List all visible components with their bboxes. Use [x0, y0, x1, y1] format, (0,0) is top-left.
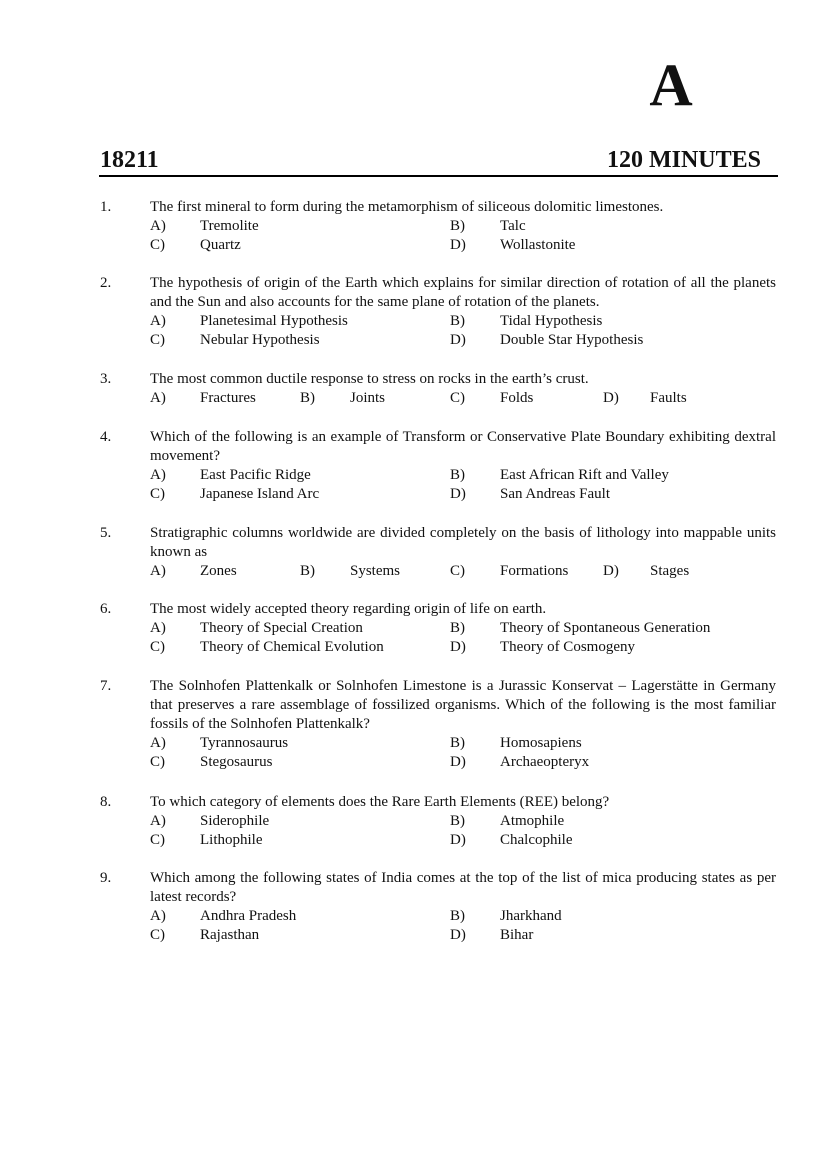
- option-text: Bihar: [500, 927, 534, 943]
- question-text: Which among the following states of India comes at the top of the list of mica producing states as per latest records?: [150, 870, 776, 905]
- option-text: Nebular Hypothesis: [200, 332, 320, 348]
- option-letter: C): [150, 237, 165, 253]
- option-letter: C): [450, 390, 465, 406]
- option-text: Wollastonite: [500, 237, 576, 253]
- question-text: The first mineral to form during the metamorphism of siliceous dolomitic limestones.: [150, 199, 664, 215]
- option-letter: B): [300, 390, 315, 406]
- question-number: 8.: [100, 794, 112, 810]
- option-text: Lithophile: [200, 832, 263, 848]
- question-text: To which category of elements does the Rare Earth Elements (REE) belong?: [150, 794, 610, 810]
- option-letter: D): [603, 563, 619, 579]
- option-text: Joints: [350, 390, 386, 406]
- option-letter: D): [450, 237, 466, 253]
- option-text: Chalcophile: [500, 832, 573, 848]
- question-series-letter: A: [649, 52, 693, 118]
- option-text: Talc: [500, 218, 526, 234]
- option-letter: A): [150, 735, 166, 751]
- option-text: Zones: [200, 563, 237, 579]
- option-letter: D): [450, 639, 466, 655]
- option-text: Theory of Special Creation: [200, 620, 363, 636]
- question-number: 9.: [100, 870, 112, 886]
- option-text: Homosapiens: [500, 735, 582, 751]
- question-text: Which of the following is an example of Transform or Conservative Plate Boundary exhibiting dextral movement?: [150, 429, 776, 464]
- option-letter: A): [150, 813, 166, 829]
- option-text: Double Star Hypothesis: [500, 332, 644, 348]
- option-text: Theory of Chemical Evolution: [200, 639, 384, 655]
- question-number: 5.: [100, 525, 112, 541]
- option-letter: A): [150, 620, 166, 636]
- option-letter: C): [450, 563, 465, 579]
- option-text: Fractures: [200, 390, 256, 406]
- option-text: Stages: [650, 563, 690, 579]
- option-text: East Pacific Ridge: [200, 467, 311, 483]
- question-number: 2.: [100, 275, 112, 291]
- option-text: Faults: [650, 390, 687, 406]
- option-text: East African Rift and Valley: [500, 467, 669, 483]
- option-letter: D): [450, 927, 466, 943]
- question-text: The most widely accepted theory regarding origin of life on earth.: [150, 601, 547, 617]
- option-letter: D): [450, 486, 466, 502]
- option-text: San Andreas Fault: [500, 486, 610, 502]
- option-letter: B): [450, 813, 465, 829]
- option-letter: C): [150, 486, 165, 502]
- question-text: The hypothesis of origin of the Earth which explains for similar direction of rotation of all the planets and the Sun and also accounts for the same plane of rotation of the planets.: [150, 275, 776, 310]
- option-text: Formations: [500, 563, 569, 579]
- option-text: Rajasthan: [200, 927, 260, 943]
- option-text: Folds: [500, 390, 534, 406]
- option-text: Jharkhand: [500, 908, 562, 924]
- option-letter: C): [150, 332, 165, 348]
- option-text: Siderophile: [200, 813, 270, 829]
- option-letter: D): [450, 832, 466, 848]
- question-text: Stratigraphic columns worldwide are divided completely on the basis of lithology into mappable units known as: [150, 525, 776, 560]
- option-letter: B): [450, 467, 465, 483]
- option-text: Stegosaurus: [200, 754, 273, 770]
- option-letter: B): [300, 563, 315, 579]
- option-letter: C): [150, 754, 165, 770]
- option-text: Tremolite: [200, 218, 259, 234]
- question-text: The Solnhofen Plattenkalk or Solnhofen Limestone is a Jurassic Konservat – Lagerstätte in Germany that preserves a rare assemblage of fossilized organisms. Which of the following is the most familiar fossils of the Solnhofen Plattenkalk?: [150, 678, 776, 732]
- option-letter: D): [450, 754, 466, 770]
- option-text: Andhra Pradesh: [200, 908, 297, 924]
- option-letter: D): [603, 390, 619, 406]
- question-number: 7.: [100, 678, 112, 694]
- option-text: Theory of Cosmogeny: [500, 639, 635, 655]
- option-letter: B): [450, 313, 465, 329]
- option-letter: B): [450, 620, 465, 636]
- option-letter: B): [450, 218, 465, 234]
- option-text: Atmophile: [500, 813, 565, 829]
- option-letter: A): [150, 563, 166, 579]
- option-letter: A): [150, 218, 166, 234]
- question-number: 6.: [100, 601, 112, 617]
- option-letter: C): [150, 639, 165, 655]
- question-number: 3.: [100, 371, 112, 387]
- option-text: Archaeopteryx: [500, 754, 590, 770]
- option-letter: B): [450, 735, 465, 751]
- question-text: The most common ductile response to stress on rocks in the earth’s crust.: [150, 371, 589, 387]
- option-letter: A): [150, 467, 166, 483]
- option-letter: C): [150, 927, 165, 943]
- option-text: Theory of Spontaneous Generation: [500, 620, 711, 636]
- option-text: Japanese Island Arc: [200, 486, 320, 502]
- option-letter: D): [450, 332, 466, 348]
- question-number: 1.: [100, 199, 112, 215]
- option-letter: A): [150, 908, 166, 924]
- exam-duration: 120 MINUTES: [606, 147, 761, 173]
- option-text: Systems: [350, 563, 401, 579]
- option-letter: B): [450, 908, 465, 924]
- option-text: Tidal Hypothesis: [500, 313, 603, 329]
- option-text: Planetesimal Hypothesis: [200, 313, 348, 329]
- option-text: Tyrannosaurus: [200, 735, 289, 751]
- option-letter: A): [150, 313, 166, 329]
- option-letter: C): [150, 832, 165, 848]
- option-letter: A): [150, 390, 166, 406]
- exam-code: 18211: [100, 147, 159, 173]
- option-text: Quartz: [200, 237, 241, 253]
- question-number: 4.: [100, 429, 112, 445]
